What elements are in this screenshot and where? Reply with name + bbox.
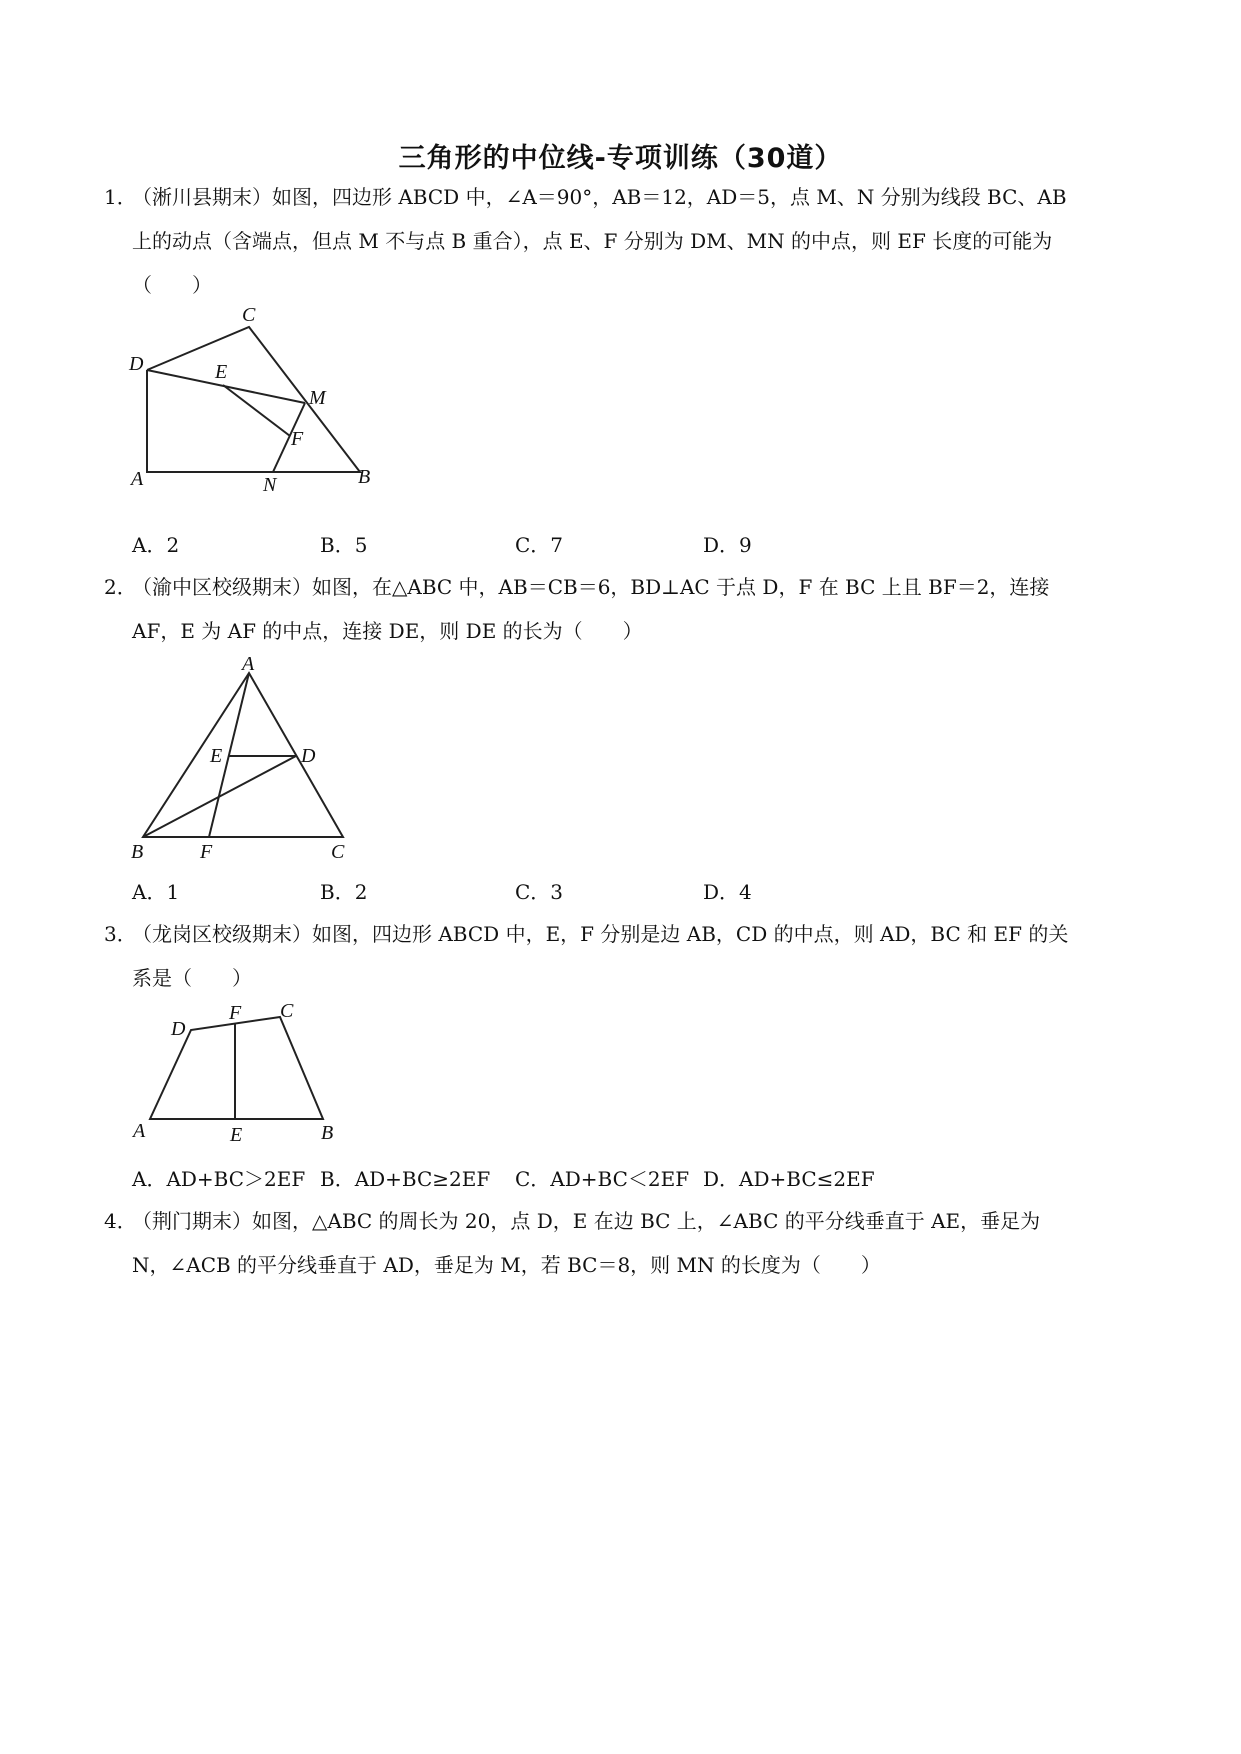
label-C: C [242, 304, 256, 326]
label-M: M [309, 387, 326, 409]
label-E: E [230, 1124, 243, 1146]
question-1-number: 1． [104, 185, 137, 209]
question-4-number: 4． [104, 1209, 137, 1233]
question-3-option-b[interactable]: B．AD+BC≥2EF [320, 1167, 491, 1191]
question-2-figure [125, 655, 375, 865]
label-D: D [301, 745, 316, 767]
label-E: E [210, 745, 223, 767]
question-3-option-c[interactable]: C．AD+BC＜2EF [515, 1167, 690, 1191]
label-B: B [131, 841, 144, 863]
question-1-text-line2: 上的动点（含端点，但点 M 不与点 B 重合），点 E、F 分别为 DM、MN 的中点，则 EF 长度的可能为 [132, 229, 1053, 253]
question-1-text-line3: （ ） [132, 273, 212, 297]
label-E: E [215, 361, 228, 383]
label-D: D [171, 1018, 186, 1040]
question-1-figure [125, 305, 385, 505]
label-F: F [229, 1002, 242, 1024]
question-1-option-d[interactable]: D．9 [703, 533, 752, 557]
question-4-text-line1: （荆门期末）如图，△ABC 的周长为 20，点 D，E 在边 BC 上，∠ABC 的平分线垂直于 AE，垂足为 [132, 1209, 1041, 1233]
question-3-figure [125, 1000, 355, 1150]
question-2-option-a[interactable]: A．1 [132, 880, 180, 904]
question-3-option-a[interactable]: A．AD+BC＞2EF [132, 1167, 306, 1191]
question-1-option-c[interactable]: C．7 [515, 533, 564, 557]
label-C: C [331, 841, 345, 863]
page-title: 三角形的中位线-专项训练（30道） [398, 143, 843, 174]
question-1-option-a[interactable]: A．2 [132, 533, 180, 557]
question-2-text-line1: （渝中区校级期末）如图，在△ABC 中，AB＝CB＝6，BD⊥AC 于点 D，F 在 BC 上且 BF＝2，连接 [132, 575, 1050, 599]
label-A: A [242, 653, 255, 675]
quadrilateral-ABCD [147, 327, 360, 472]
label-A: A [131, 468, 144, 490]
question-3-text-line1: （龙岗区校级期末）如图，四边形 ABCD 中，E，F 分别是边 AB，CD 的中点，则 AD，BC 和 EF 的关 [132, 922, 1069, 946]
label-F: F [200, 841, 213, 863]
question-3-number: 3． [104, 922, 137, 946]
question-3-text-line2: 系是（ ） [132, 966, 252, 990]
question-3-option-d[interactable]: D．AD+BC≤2EF [703, 1167, 875, 1191]
question-2-option-c[interactable]: C．3 [515, 880, 564, 904]
label-B: B [321, 1122, 334, 1144]
question-2-number: 2． [104, 575, 137, 599]
label-D: D [129, 353, 144, 375]
question-2-text-line2: AF，E 为 AF 的中点，连接 DE，则 DE 的长为（ ） [132, 619, 643, 643]
question-1-option-b[interactable]: B．5 [320, 533, 368, 557]
question-4-text-line2: N，∠ACB 的平分线垂直于 AD，垂足为 M，若 BC＝8，则 MN 的长度为（ ） [132, 1253, 881, 1277]
question-2-option-d[interactable]: D．4 [703, 880, 752, 904]
question-1-text-line1: （淅川县期末）如图，四边形 ABCD 中，∠A＝90°，AB＝12，AD＝5，点 M、N 分别为线段 BC、AB [132, 185, 1067, 209]
label-B: B [358, 466, 371, 488]
question-2-option-b[interactable]: B．2 [320, 880, 368, 904]
label-C: C [280, 1000, 294, 1022]
label-F: F [291, 428, 304, 450]
label-A: A [133, 1120, 146, 1142]
label-N: N [263, 474, 277, 496]
